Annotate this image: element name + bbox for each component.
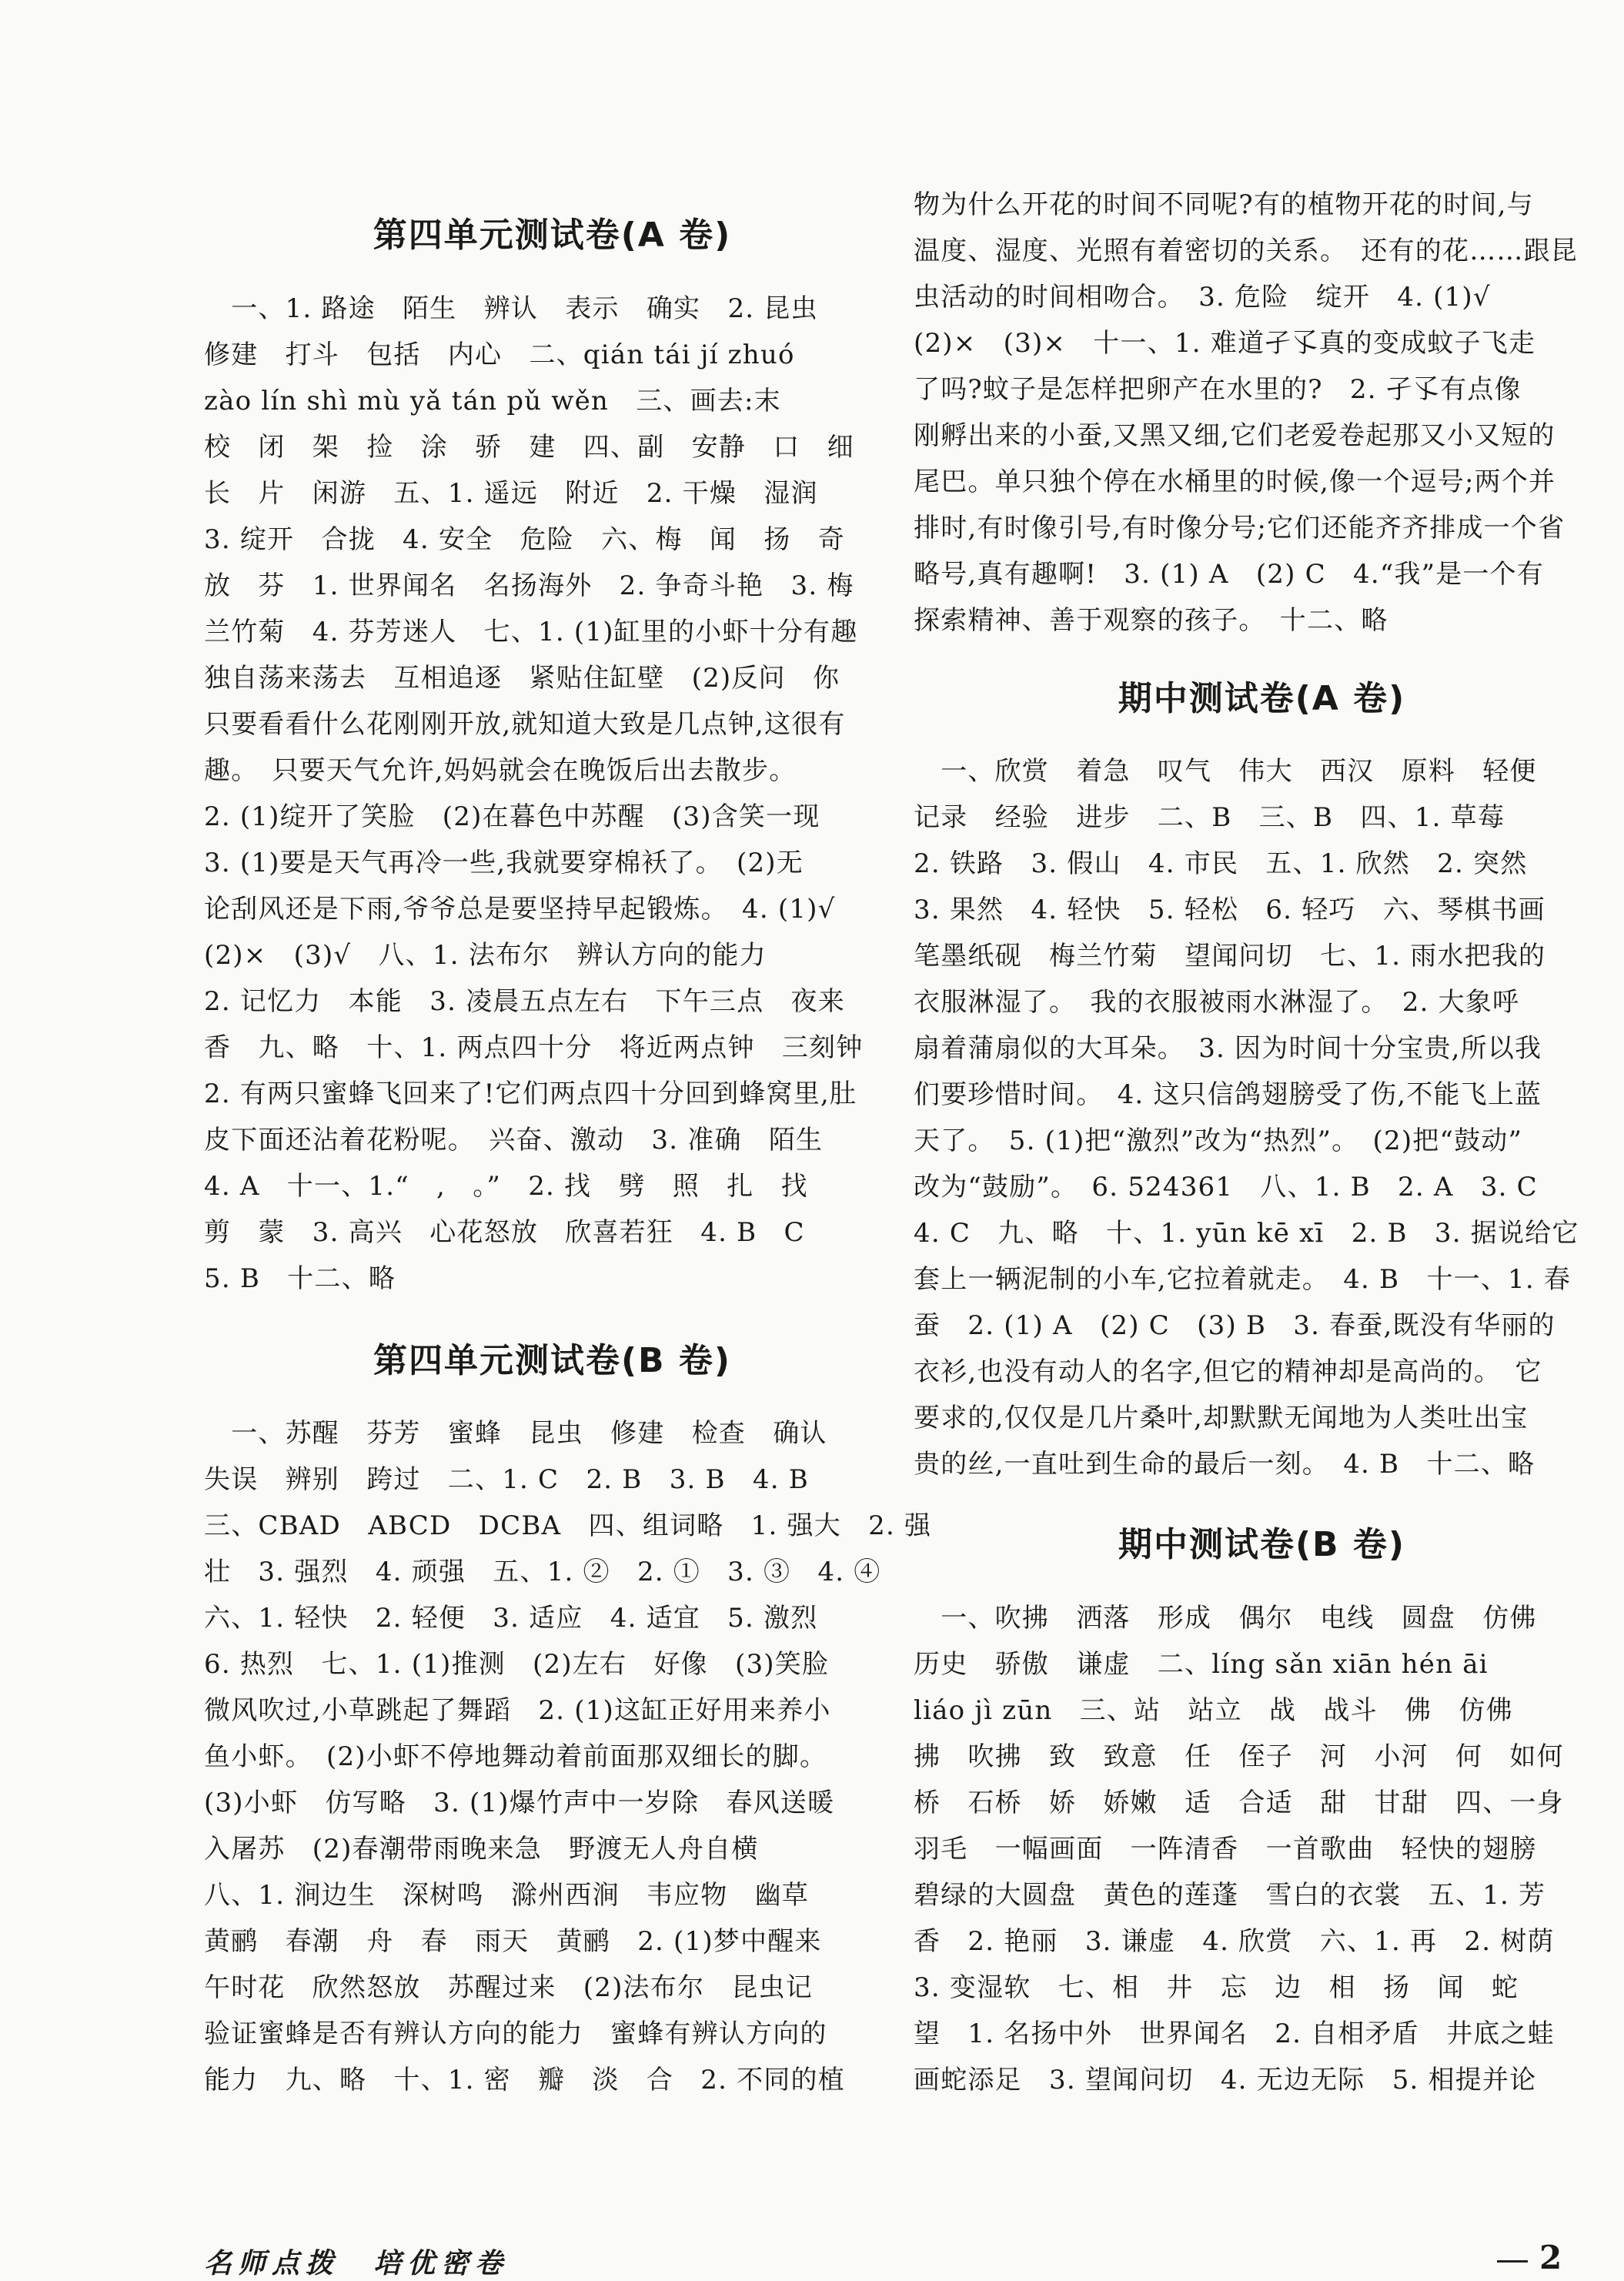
answer-line: 望 1. 名扬中外 世界闻名 2. 自相矛盾 井底之蛙 (914, 2018, 1555, 2049)
answer-line: 了吗?蚊子是怎样把卵产在水里的? 2. 孑孓有点像 (914, 374, 1522, 405)
answer-line: 要求的,仅仅是几片桑叶,却默默无闻地为人类吐出宝 (914, 1403, 1529, 1433)
answer-line: 6. 热烈 七、1. (1)推测 (2)左右 好像 (3)笑脸 (204, 1649, 830, 1680)
answer-line: 修建 打斗 包括 内心 二、qián tái jí zhuó (204, 339, 795, 370)
answer-line: 八、1. 涧边生 深树鸣 滁州西涧 韦应物 幽草 (204, 1880, 810, 1911)
answer-line: 3. (1)要是天气再冷一些,我就要穿棉袄了。 (2)无 (204, 848, 804, 878)
answer-line: 羽毛 一幅画面 一阵清香 一首歌曲 轻快的翅膀 (914, 1834, 1537, 1865)
answer-line: 2. 有两只蜜蜂飞回来了!它们两点四十分回到蜂窝里,肚 (204, 1079, 857, 1109)
answer-line: liáo jì zūn 三、站 站立 战 战斗 佛 仿佛 (914, 1695, 1513, 1726)
answer-line: 虫活动的时间相吻合。 3. 危险 绽开 4. (1)√ (914, 282, 1491, 313)
answer-line: 鱼小虾。 (2)小虾不停地舞动着前面那双细长的脚。 (204, 1741, 827, 1772)
section-heading-unit4-b: 第四单元测试卷(B 卷) (373, 1341, 732, 1380)
answer-line: 衣衫,也没有动人的名字,但它的精神却是高尚的。 它 (914, 1356, 1542, 1387)
answer-line: 入屠苏 (2)春潮带雨晚来急 野渡无人舟自横 (204, 1834, 759, 1865)
answer-line: (3)小虾 仿写略 3. (1)爆竹声中一岁除 春风送暖 (204, 1788, 835, 1818)
answer-line: 一、欣赏 着急 叹气 伟大 西汉 原料 轻便 (914, 756, 1537, 787)
answer-line: 独自荡来荡去 互相追逐 紧贴住缸壁 (2)反问 你 (204, 663, 840, 694)
answer-line: 略号,真有趣啊! 3. (1) A (2) C 4.“我”是一个有 (914, 559, 1545, 590)
footer-divider (1497, 2260, 1528, 2263)
answer-line: 剪 蒙 3. 高兴 心花怒放 欣喜若狂 4. B C (204, 1217, 805, 1248)
answer-line: (2)× (3)× 十一、1. 难道孑孓真的变成蚊子飞走 (914, 328, 1536, 359)
answer-line: 趣。 只要天气允许,妈妈就会在晚饭后出去散步。 (204, 755, 797, 786)
answer-line: 2. (1)绽开了笑脸 (2)在暮色中苏醒 (3)含笑一现 (204, 801, 820, 832)
page-number: 2 (1539, 2239, 1562, 2276)
answer-line: 画蛇添足 3. 望闻问切 4. 无边无际 5. 相提并论 (914, 2065, 1537, 2095)
answer-line: 皮下面还沾着花粉呢。 兴奋、激动 3. 准确 陌生 (204, 1125, 824, 1156)
answer-line: 物为什么开花的时间不同呢?有的植物开花的时间,与 (914, 189, 1534, 220)
answer-line: 探索精神、善于观察的孩子。 十二、略 (914, 605, 1388, 636)
answer-line: 六、1. 轻快 2. 轻便 3. 适应 4. 适宜 5. 激烈 (204, 1603, 818, 1634)
answer-line: 碧绿的大圆盘 黄色的莲蓬 雪白的衣裳 五、1. 芳 (914, 1880, 1546, 1911)
answer-line: 3. 绽开 合拢 4. 安全 危险 六、梅 闻 扬 奇 (204, 524, 845, 555)
answer-line: 放 芬 1. 世界闻名 名扬海外 2. 争奇斗艳 3. 梅 (204, 570, 854, 601)
answer-line: 笔墨纸砚 梅兰竹菊 望闻问切 七、1. 雨水把我的 (914, 941, 1546, 972)
answer-line: 4. A 十一、1.“ , 。” 2. 找 劈 照 扎 找 (204, 1171, 808, 1202)
answer-line: 排时,有时像引号,有时像分号;它们还能齐齐排成一个省 (914, 513, 1566, 543)
answer-line: 蚕 2. (1) A (2) C (3) B 3. 春蚕,既没有华丽的 (914, 1310, 1555, 1341)
answer-line: 兰竹菊 4. 芬芳迷人 七、1. (1)缸里的小虾十分有趣 (204, 617, 858, 647)
answer-line: 3. 变湿软 七、相 井 忘 边 相 扬 闻 蛇 (914, 1972, 1519, 2003)
answer-line: (2)× (3)√ 八、1. 法布尔 辨认方向的能力 (204, 940, 767, 971)
answer-line: 三、CBAD ABCD DCBA 四、组词略 1. 强大 2. 强 (204, 1510, 932, 1541)
answer-line: 套上一辆泥制的小车,它拉着就走。 4. B 十一、1. 春 (914, 1264, 1572, 1295)
answer-line: zào lín shì mù yǎ tán pǔ wěn 三、画去:末 (204, 386, 781, 416)
answer-line: 刚孵出来的小蚕,又黑又细,它们老爱卷起那又小又短的 (914, 420, 1555, 451)
section-heading-midterm-b: 期中测试卷(B 卷) (1118, 1525, 1406, 1564)
answer-line: 验证蜜蜂是否有辨认方向的能力 蜜蜂有辨认方向的 (204, 2018, 827, 2049)
section-heading-midterm-a: 期中测试卷(A 卷) (1118, 679, 1406, 718)
answer-line: 一、吹拂 洒落 形成 偶尔 电线 圆盘 仿佛 (914, 1603, 1537, 1634)
answer-line: 校 闭 架 捡 涂 骄 建 四、副 安静 口 细 (204, 432, 854, 463)
answer-line: 历史 骄傲 谦虚 二、líng sǎn xiān hén āi (914, 1649, 1489, 1680)
answer-line: 壮 3. 强烈 4. 顽强 五、1. ② 2. ① 3. ③ 4. ④ (204, 1557, 881, 1587)
answer-line: 能力 九、略 十、1. 密 瓣 淡 合 2. 不同的植 (204, 2065, 845, 2095)
answer-line: 微风吹过,小草跳起了舞蹈 2. (1)这缸正好用来养小 (204, 1695, 831, 1726)
answer-line: 贵的丝,一直吐到生命的最后一刻。 4. B 十二、略 (914, 1449, 1535, 1480)
answer-line: 2. 铁路 3. 假山 4. 市民 五、1. 欣然 2. 突然 (914, 848, 1528, 879)
answer-line: 香 九、略 十、1. 两点四十分 将近两点钟 三刻钟 (204, 1032, 864, 1063)
answer-line: 温度、湿度、光照有着密切的关系。 还有的花……跟昆 (914, 236, 1578, 266)
answer-line: 4. C 九、略 十、1. yūn kē xī 2. B 3. 据说给它 (914, 1218, 1579, 1249)
answer-line: 一、1. 路途 陌生 辨认 表示 确实 2. 昆虫 (204, 293, 818, 324)
answer-line: 一、苏醒 芬芳 蜜蜂 昆虫 修建 检查 确认 (204, 1418, 827, 1449)
answer-line: 长 片 闲游 五、1. 遥远 附近 2. 干燥 湿润 (204, 478, 818, 509)
answer-line: 失误 辨别 跨过 二、1. C 2. B 3. B 4. B (204, 1464, 809, 1495)
answer-line: 2. 记忆力 本能 3. 凌晨五点左右 下午三点 夜来 (204, 986, 845, 1017)
answer-line: 扇着蒲扇似的大耳朵。 3. 因为时间十分宝贵,所以我 (914, 1033, 1542, 1064)
answer-line: 尾巴。单只独个停在水桶里的时候,像一个逗号;两个并 (914, 467, 1556, 497)
answer-line: 5. B 十二、略 (204, 1263, 396, 1294)
answer-line: 拂 吹拂 致 致意 任 侄子 河 小河 何 如何 (914, 1741, 1564, 1772)
answer-line: 3. 果然 4. 轻快 5. 轻松 6. 轻巧 六、琴棋书画 (914, 895, 1545, 925)
answer-line: 只要看看什么花刚刚开放,就知道大致是几点钟,这很有 (204, 709, 846, 740)
answer-line: 黄鹂 春潮 舟 春 雨天 黄鹂 2. (1)梦中醒来 (204, 1926, 822, 1957)
answer-line: 们要珍惜时间。 4. 这只信鸽翅膀受了伤,不能飞上蓝 (914, 1079, 1542, 1110)
answer-line: 桥 石桥 娇 娇嫩 适 合适 甜 甘甜 四、一身 (914, 1788, 1564, 1818)
answer-line: 改为“鼓励”。 6. 524361 八、1. B 2. A 3. C (914, 1172, 1538, 1202)
answer-line: 记录 经验 进步 二、B 三、B 四、1. 草莓 (914, 802, 1505, 833)
answer-line: 论刮风还是下雨,爷爷总是要坚持早起锻炼。 4. (1)√ (204, 894, 836, 925)
footer-brand: 名师点拨 培优密卷 (204, 2247, 510, 2279)
answer-line: 天了。 5. (1)把“激烈”改为“热烈”。 (2)把“鼓动” (914, 1125, 1523, 1156)
section-heading-unit4-a: 第四单元测试卷(A 卷) (373, 216, 732, 255)
answer-line: 香 2. 艳丽 3. 谦虚 4. 欣赏 六、1. 再 2. 树荫 (914, 1926, 1555, 1957)
answer-line: 午时花 欣然怒放 苏醒过来 (2)法布尔 昆虫记 (204, 1972, 813, 2003)
answer-line: 衣服淋湿了。 我的衣服被雨水淋湿了。 2. 大象呼 (914, 987, 1520, 1018)
